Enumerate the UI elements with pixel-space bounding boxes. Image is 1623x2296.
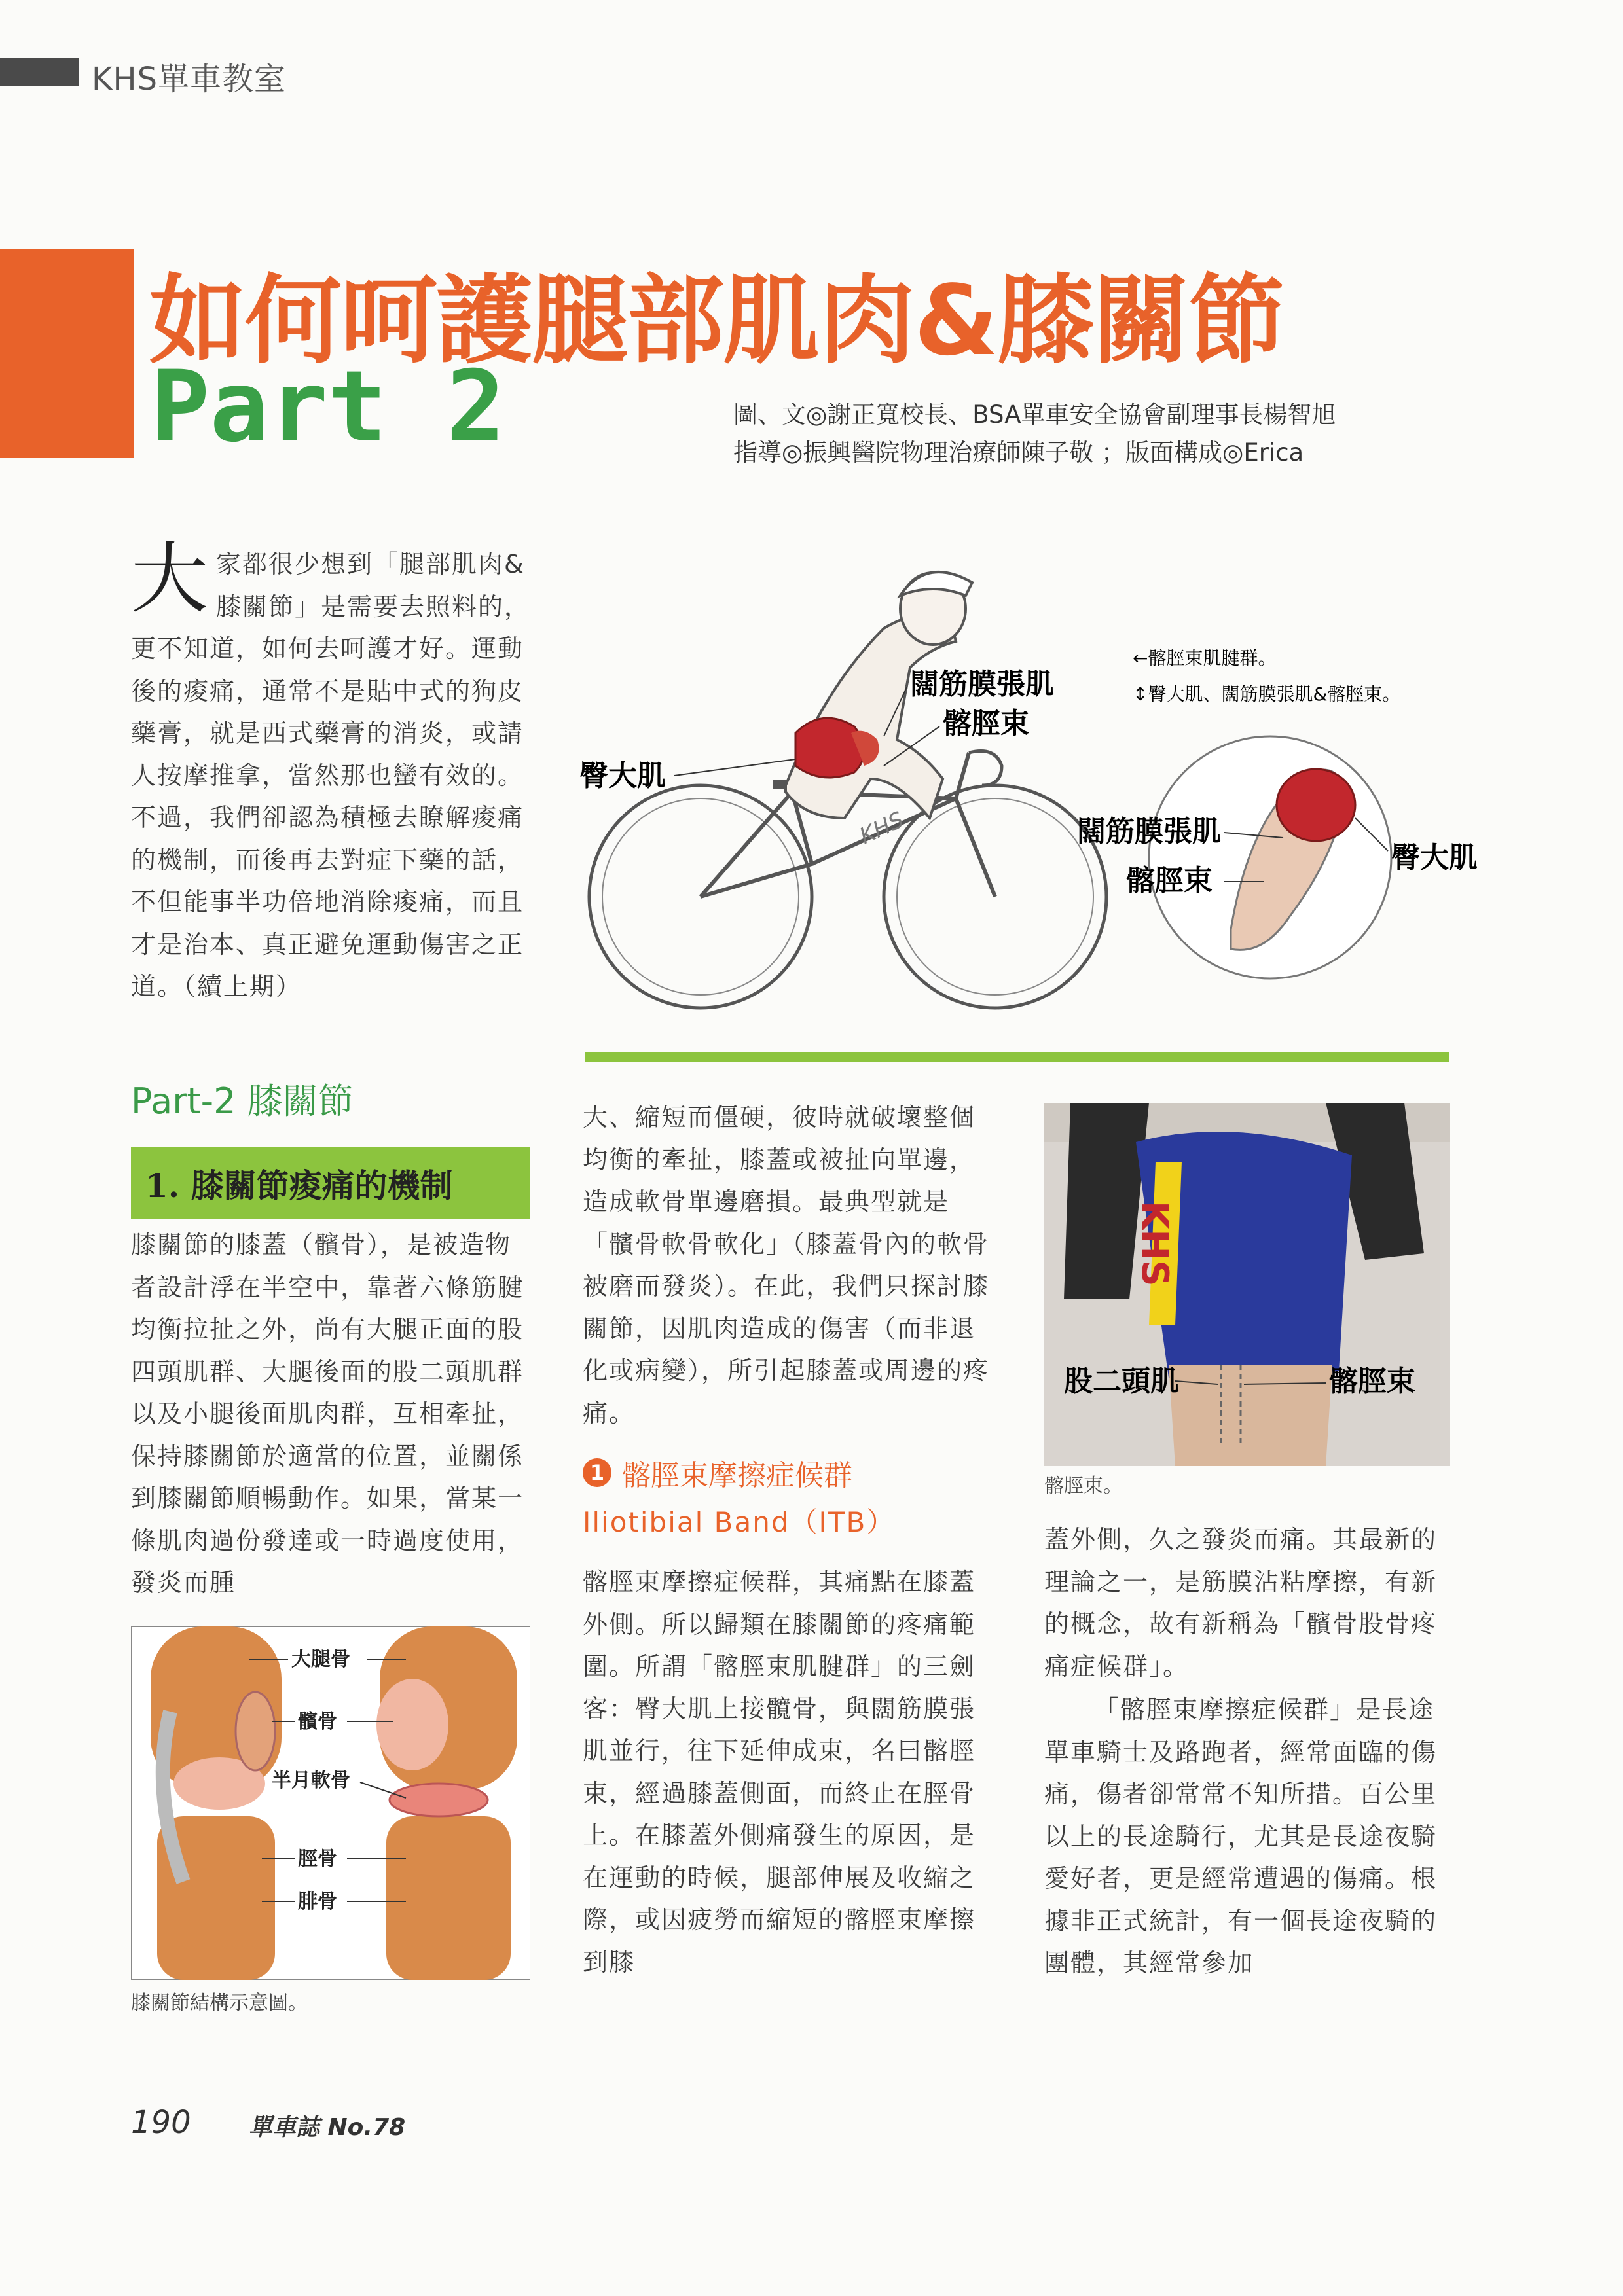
part2-heading: Part-2 膝關節 bbox=[131, 1081, 354, 1122]
tibia-right bbox=[386, 1816, 511, 1980]
itb-body: 髂脛束摩擦症候群，其痛點在膝蓋外側。所以歸類在膝關節的疼痛範圍。所謂「髂脛束肌腱群」的三劍客：臀大肌上接髖骨，與闊筋膜張肌並行，往下延伸成束，名曰髂脛束，經過膝蓋側面，而終止在脛骨上。在膝蓋外側痛發生的原因，是在運動的時候，腿部伸展及收縮之際，或因疲勞而縮短的髂脛束摩擦到膝 bbox=[583, 1568, 976, 1977]
photo-label-itb: 髂脛束 bbox=[1329, 1365, 1415, 1398]
knee-caption: 膝關節結構示意圖。 bbox=[131, 1992, 308, 2015]
article-part: Part 2 bbox=[151, 350, 505, 464]
col2-body-a: 大、縮短而僵硬，彼時就破壞整個均衡的牽扯，膝蓋或被扯向單邊，造成軟骨單邊磨損。最典型就是「髕骨軟骨軟化」（膝蓋骨內的軟骨被磨而發炎）。在此，我們只探討膝關節，因肌肉造成的傷害（而非退化或病變），所引起膝蓋或周邊的疼痛。 bbox=[583, 1103, 990, 1427]
inset-label-glute: 臀大肌 bbox=[1391, 841, 1478, 874]
label-glute: 臀大肌 bbox=[579, 759, 666, 793]
header-bar bbox=[0, 58, 79, 86]
inset-label-tfl: 闊筋膜張肌 bbox=[1077, 815, 1221, 848]
intro-paragraph bbox=[131, 533, 537, 1008]
col3-body-a: 蓋外側，久之發炎而痛。其最新的理論之一，是筋膜沾粘摩擦，有新的概念，故有新稱為「髕骨股骨疼痛症候群」。 bbox=[1044, 1525, 1438, 1681]
inset-label-itb: 髂脛束 bbox=[1126, 864, 1213, 897]
itb-subtitle: Iliotibial Band（ITB） bbox=[583, 1506, 896, 1538]
patella-left bbox=[236, 1692, 275, 1770]
magazine-name: 單車誌 No.78 bbox=[249, 2114, 406, 2141]
title-accent-block bbox=[0, 249, 134, 458]
intro-text: 家都很少想到「腿部肌肉&膝關節」是需要去照料的，更不知道，如何去呵護才好。運動後的痠痛，通常不是貼中式的狗皮藥膏，就是西式藥膏的消炎，或請人按摩推拿，當然那也蠻有效的。不過，我們卻認為積極去瞭解痠痛的機制，而後再去對症下藥的話，不但能事半功倍地消除痠痛，而且才是治本、真正避免運動傷害之正道。（續上期） bbox=[131, 550, 531, 1001]
knee-label-3: 脛骨 bbox=[298, 1848, 337, 1871]
itb-number: 1 bbox=[583, 1458, 611, 1487]
inset-glute bbox=[1277, 769, 1355, 841]
subheading: 1. 膝關節痠痛的機制 bbox=[145, 1166, 453, 1205]
label-itb: 髂脛束 bbox=[943, 707, 1029, 740]
credits-line-2: 指導◎振興醫院物理治療師陳子敬 ；版面構成◎Erica bbox=[733, 439, 1304, 467]
glute-muscle bbox=[795, 718, 864, 778]
dropcap: 大 bbox=[131, 533, 210, 624]
knee-label-4: 腓骨 bbox=[298, 1890, 337, 1913]
page-number: 190 bbox=[131, 2104, 191, 2141]
handlebar bbox=[969, 751, 1002, 786]
col3-body-b: 「髂脛束摩擦症候群」是長途單車騎士及路跑者，經常面臨的傷痛，傷者卻常常不知所措。百公里以上的長途騎行，尤其是長途夜騎愛好者，更是經常遭遇的傷痛。根據非正式統計，有一個長途夜騎的團體，其經常參加 bbox=[1044, 1695, 1438, 1977]
section-divider bbox=[585, 1052, 1449, 1062]
credits bbox=[733, 396, 1336, 472]
credits-line-1: 圖、文◎謝正寬校長、BSA單車安全協會副理事長楊智旭 bbox=[733, 401, 1336, 429]
label-tfl: 闊筋膜張肌 bbox=[910, 668, 1054, 701]
photo-label-biceps: 股二頭肌 bbox=[1064, 1365, 1179, 1398]
note-2: ↕臀大肌、闊筋膜張肌&髂脛束。 bbox=[1133, 683, 1401, 705]
meniscus bbox=[390, 1784, 488, 1816]
knee-label-0: 大腿骨 bbox=[291, 1648, 350, 1671]
bike-figure bbox=[576, 537, 1493, 1047]
knee-figure bbox=[131, 1626, 530, 1980]
section-label: KHS單車教室 bbox=[92, 61, 287, 98]
shorts-logo: KHS bbox=[1133, 1201, 1176, 1287]
itb-title: 髂脛束摩擦症候群 bbox=[622, 1459, 852, 1492]
note-1: ←髂脛束肌腱群。 bbox=[1133, 647, 1277, 669]
leg-photo bbox=[1044, 1103, 1450, 1466]
frame-text: KHS bbox=[855, 806, 908, 850]
knee-label-2: 半月軟骨 bbox=[272, 1769, 350, 1792]
knee-label-1: 髕骨 bbox=[298, 1710, 337, 1733]
col1-body: 膝關節的膝蓋（髕骨），是被造物者設計浮在半空中，靠著六條筋腱均衡拉扯之外，尚有大腿正面的股四頭肌群、大腿後面的股二頭肌群以及小腿後面肌肉群，互相牽扯，保持膝關節於適當的位置，並關係到膝關節順暢動作。如果，當某一條肌肉過份發達或一時過度使用，發炎而腫 bbox=[131, 1230, 524, 1597]
article-title: 如何呵護腿部肌肉&膝關節 bbox=[149, 264, 1285, 377]
bike-frame bbox=[701, 792, 812, 897]
photo-caption: 髂脛束。 bbox=[1044, 1475, 1123, 1498]
thigh bbox=[1169, 1365, 1332, 1466]
